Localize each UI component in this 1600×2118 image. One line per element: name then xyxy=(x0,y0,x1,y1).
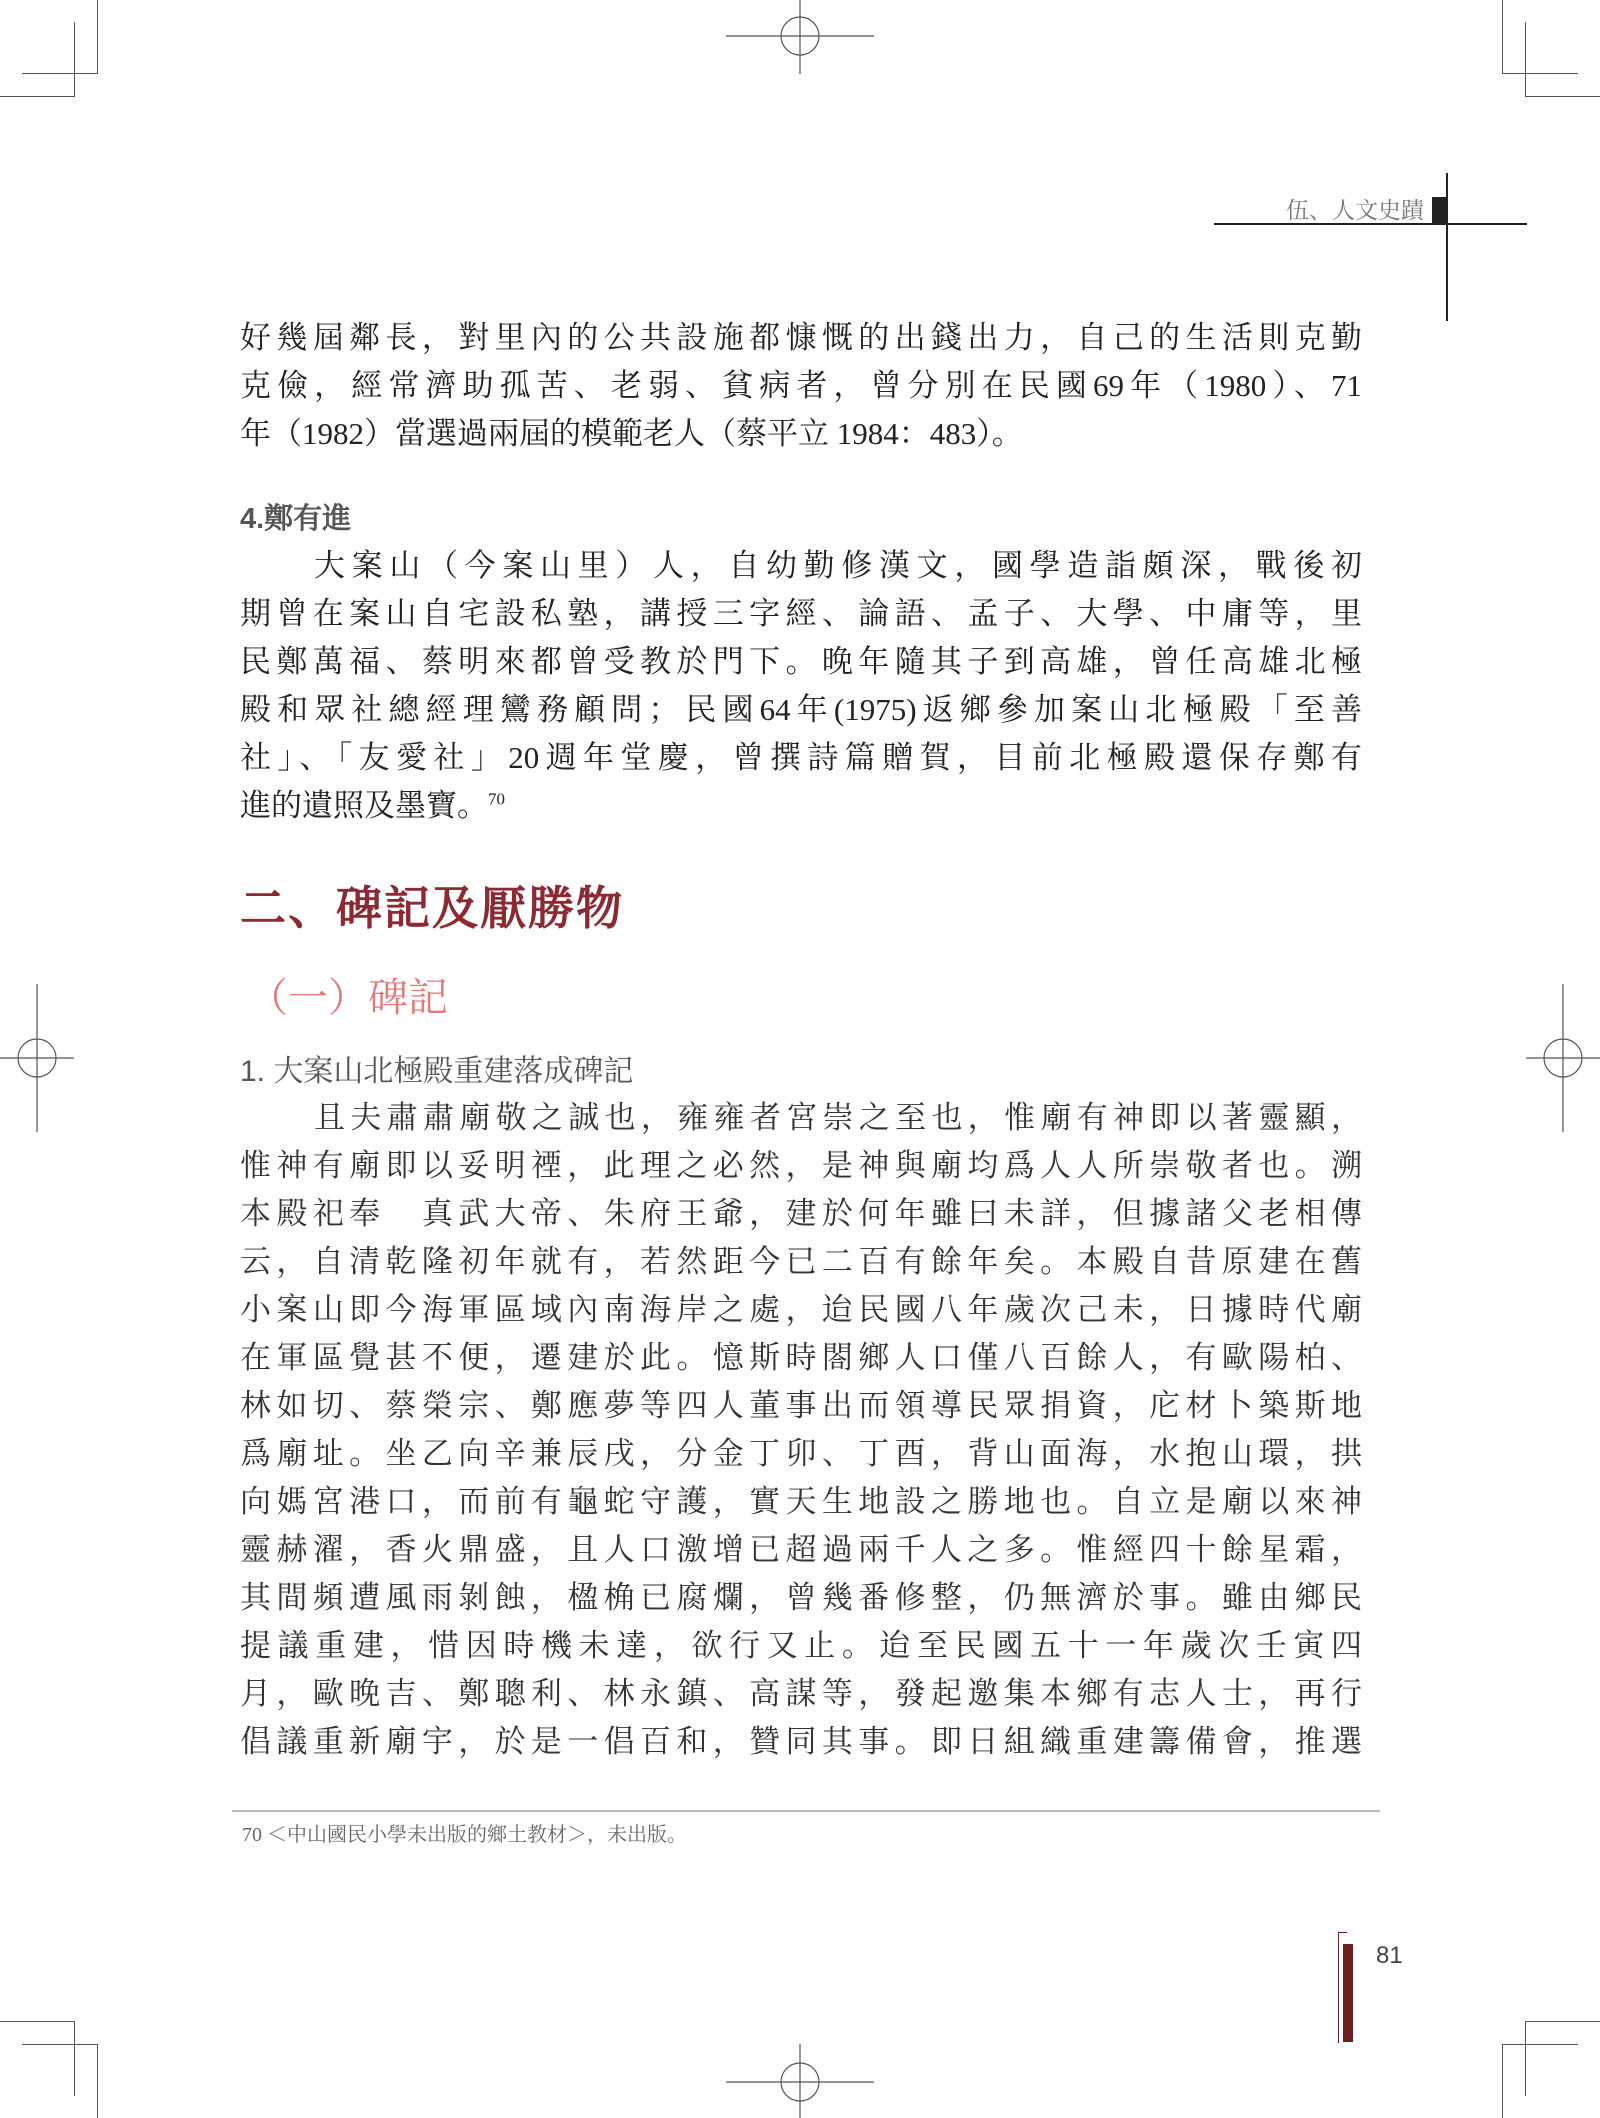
text-line: 年（1982）當選過兩屆的模範老人（蔡平立 1984：483）。 xyxy=(240,416,1023,451)
footnote: 70 ＜中山國民小學未出版的鄉土教材＞，未出版。 xyxy=(242,1824,687,1846)
text-line: 倡議重新廟宇，於是一倡百和，贊同其事。即日組織重建籌備會，推選 xyxy=(240,1724,1362,1759)
text-line: 在軍區覺甚不便，遷建於此。憶斯時閤鄉人口僅八百餘人，有歐陽柏、 xyxy=(240,1340,1362,1375)
footnote-rule xyxy=(232,1810,1380,1812)
item-heading: 1. 大案山北極殿重建落成碑記 xyxy=(240,1055,634,1088)
text-line: 云，自清乾隆初年就有，若然距今已二百有餘年矣。本殿自昔原建在舊 xyxy=(240,1244,1362,1279)
text-line: 提議重建，惜因時機未達，欲行又止。迨至民國五十一年歲次壬寅四 xyxy=(240,1628,1362,1663)
header-vertical-rule xyxy=(1446,173,1448,321)
text-line: 惟神有廟即以妥明禋，此理之必然，是神與廟均爲人人所崇敬者也。溯 xyxy=(240,1148,1362,1183)
text-line-content: 進的遺照及墨寶。 xyxy=(240,788,488,823)
section-heading: 二、碑記及厭勝物 xyxy=(240,883,624,934)
text-line: 本殿祀奉 真武大帝、朱府王爺，建於何年雖曰未詳，但據諸父老相傳 xyxy=(240,1196,1362,1231)
text-line: 爲廟址。坐乙向辛兼辰戌，分金丁卯、丁酉，背山面海，水抱山環，拱 xyxy=(240,1436,1362,1471)
text-line: 其間頻遭風雨剝蝕，楹桷已腐爛，曾幾番修整，仍無濟於事。雖由鄉民 xyxy=(240,1580,1362,1615)
header-block xyxy=(1432,197,1447,224)
text-line: 靈赫濯，香火鼎盛，且人口激增已超過兩千人之多。惟經四十餘星霜， xyxy=(240,1532,1362,1567)
person-heading: 4.鄭有進 xyxy=(240,503,352,535)
text-line: 大案山（今案山里）人，自幼勤修漢文，國學造詣頗深，戰後初 xyxy=(314,548,1362,583)
sub-heading: （一）碑記 xyxy=(248,976,448,1020)
text-line: 小案山即今海軍區域內南海岸之處，迨民國八年歲次己未，日據時代廟 xyxy=(240,1292,1362,1327)
page-bar xyxy=(1343,1944,1353,2042)
footnote-ref[interactable]: 70 xyxy=(488,789,505,809)
running-header-title: 伍、人文史蹟 xyxy=(1286,198,1424,223)
text-line: 向媽宮港口，而前有龜蛇守護，實天生地設之勝地也。自立是廟以來神 xyxy=(240,1484,1362,1519)
text-line: 克儉，經常濟助孤苦、老弱、貧病者，曾分別在民國69年（1980）、71 xyxy=(240,368,1362,403)
text-line: 好幾屆鄰長，對里內的公共設施都慷慨的出錢出力，自己的生活則克勤 xyxy=(240,320,1362,355)
text-line: 且夫肅肅廟敬之誠也，雍雍者宮崇之至也，惟廟有神即以著靈顯， xyxy=(314,1100,1362,1135)
text-line: 月，歐晚吉、鄭聰利、林永鎮、高謀等，發起邀集本鄉有志人士，再行 xyxy=(240,1676,1362,1711)
text-line: 殿和眾社總經理鸞務顧問；民國64年(1975)返鄉參加案山北極殿「至善 xyxy=(240,692,1362,727)
text-line: 社」、「友愛社」20週年堂慶，曾撰詩篇贈賀，目前北極殿還保存鄭有 xyxy=(240,740,1362,775)
text-line: 民鄭萬福、蔡明來都曾受教於門下。晚年隨其子到高雄，曾任高雄北極 xyxy=(240,644,1362,679)
page-number: 81 xyxy=(1376,1942,1403,1969)
header-rule xyxy=(1214,223,1527,225)
text-line: 期曾在案山自宅設私塾，講授三字經、論語、孟子、大學、中庸等，里 xyxy=(240,596,1362,631)
text-line xyxy=(240,786,1362,826)
text-line: 林如切、蔡榮宗、鄭應夢等四人董事出而領導民眾捐資，庀材卜築斯地 xyxy=(240,1388,1362,1423)
